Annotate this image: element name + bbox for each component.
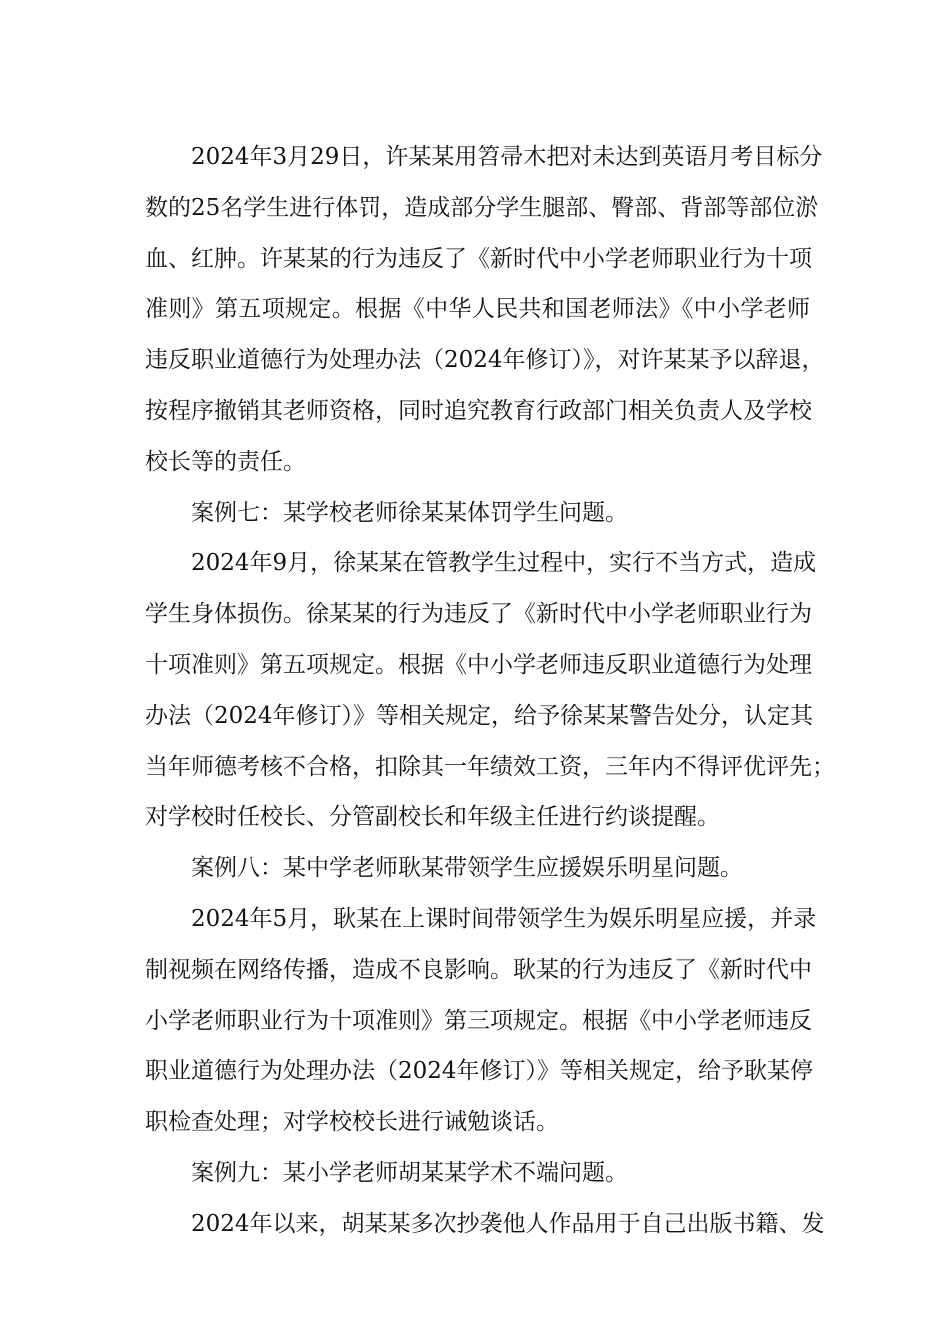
text-line: 校长等的责任。 [145, 448, 306, 475]
text-line: 职检查处理；对学校校长进行诫勉谈话。 [145, 1109, 559, 1136]
text-line: 制视频在网络传播，造成不良影响。耿某的行为违反了《新时代中 [145, 956, 812, 983]
text-line: 准则》第五项规定。根据《中华人民共和国老师法》《中小学老师 [145, 296, 810, 323]
text-line: 办法（2024年修订）》等相关规定，给予徐某某警告处分，认定其 [145, 702, 814, 729]
text-line: 2024年3月29日，许某某用笤帚木把对未达到英语月考目标分 [191, 144, 823, 170]
paragraph [145, 1199, 825, 1250]
case-heading [145, 488, 810, 539]
text-line: 案例九：某小学老师胡某某学术不端问题。 [191, 1159, 628, 1186]
paragraph [145, 132, 825, 488]
text-line: 职业道德行为处理办法（2024年修订）》等相关规定，给予耿某停 [145, 1058, 814, 1085]
case-heading [145, 843, 810, 894]
document-body [145, 132, 835, 1250]
text-line: 学生身体损伤。徐某某的行为违反了《新时代中小学老师职业行为 [145, 601, 812, 628]
text-line: 按程序撤销其老师资格，同时追究教育行政部门相关负责人及学校 [145, 397, 812, 424]
text-line: 十项准则》第五项规定。根据《中小学老师违反职业道德行为处理 [145, 651, 812, 678]
text-line: 案例八：某中学老师耿某带领学生应援娱乐明星问题。 [191, 855, 743, 882]
text-line: 当年师德考核不合格，扣除其一年绩效工资，三年内不得评优评先； [145, 753, 835, 780]
text-line: 2024年5月，耿某在上课时间带领学生为娱乐明星应援，并录 [191, 905, 817, 932]
paragraph [145, 894, 817, 1148]
text-line: 血、红肿。许某某的行为违反了《新时代中小学老师职业行为十项 [145, 245, 812, 272]
text-line: 2024年9月，徐某某在管教学生过程中，实行不当方式，造成 [191, 550, 817, 577]
text-line: 小学老师职业行为十项准则》第三项规定。根据《中小学老师违反 [145, 1007, 812, 1034]
text-line: 违反职业道德行为处理办法（2024年修订）》，对许某某予以辞退， [145, 347, 825, 374]
text-line: 2024年以来，胡某某多次抄袭他人作品用于自己出版书籍、发 [191, 1210, 825, 1237]
text-line: 对学校时任校长、分管副校长和年级主任进行约谈提醒。 [145, 804, 720, 831]
text-line: 数的25名学生进行体罚，造成部分学生腿部、臀部、背部等部位淤 [145, 194, 819, 221]
paragraph [145, 538, 835, 843]
text-line: 案例七：某学校老师徐某某体罚学生问题。 [191, 499, 628, 526]
case-heading [145, 1148, 810, 1199]
